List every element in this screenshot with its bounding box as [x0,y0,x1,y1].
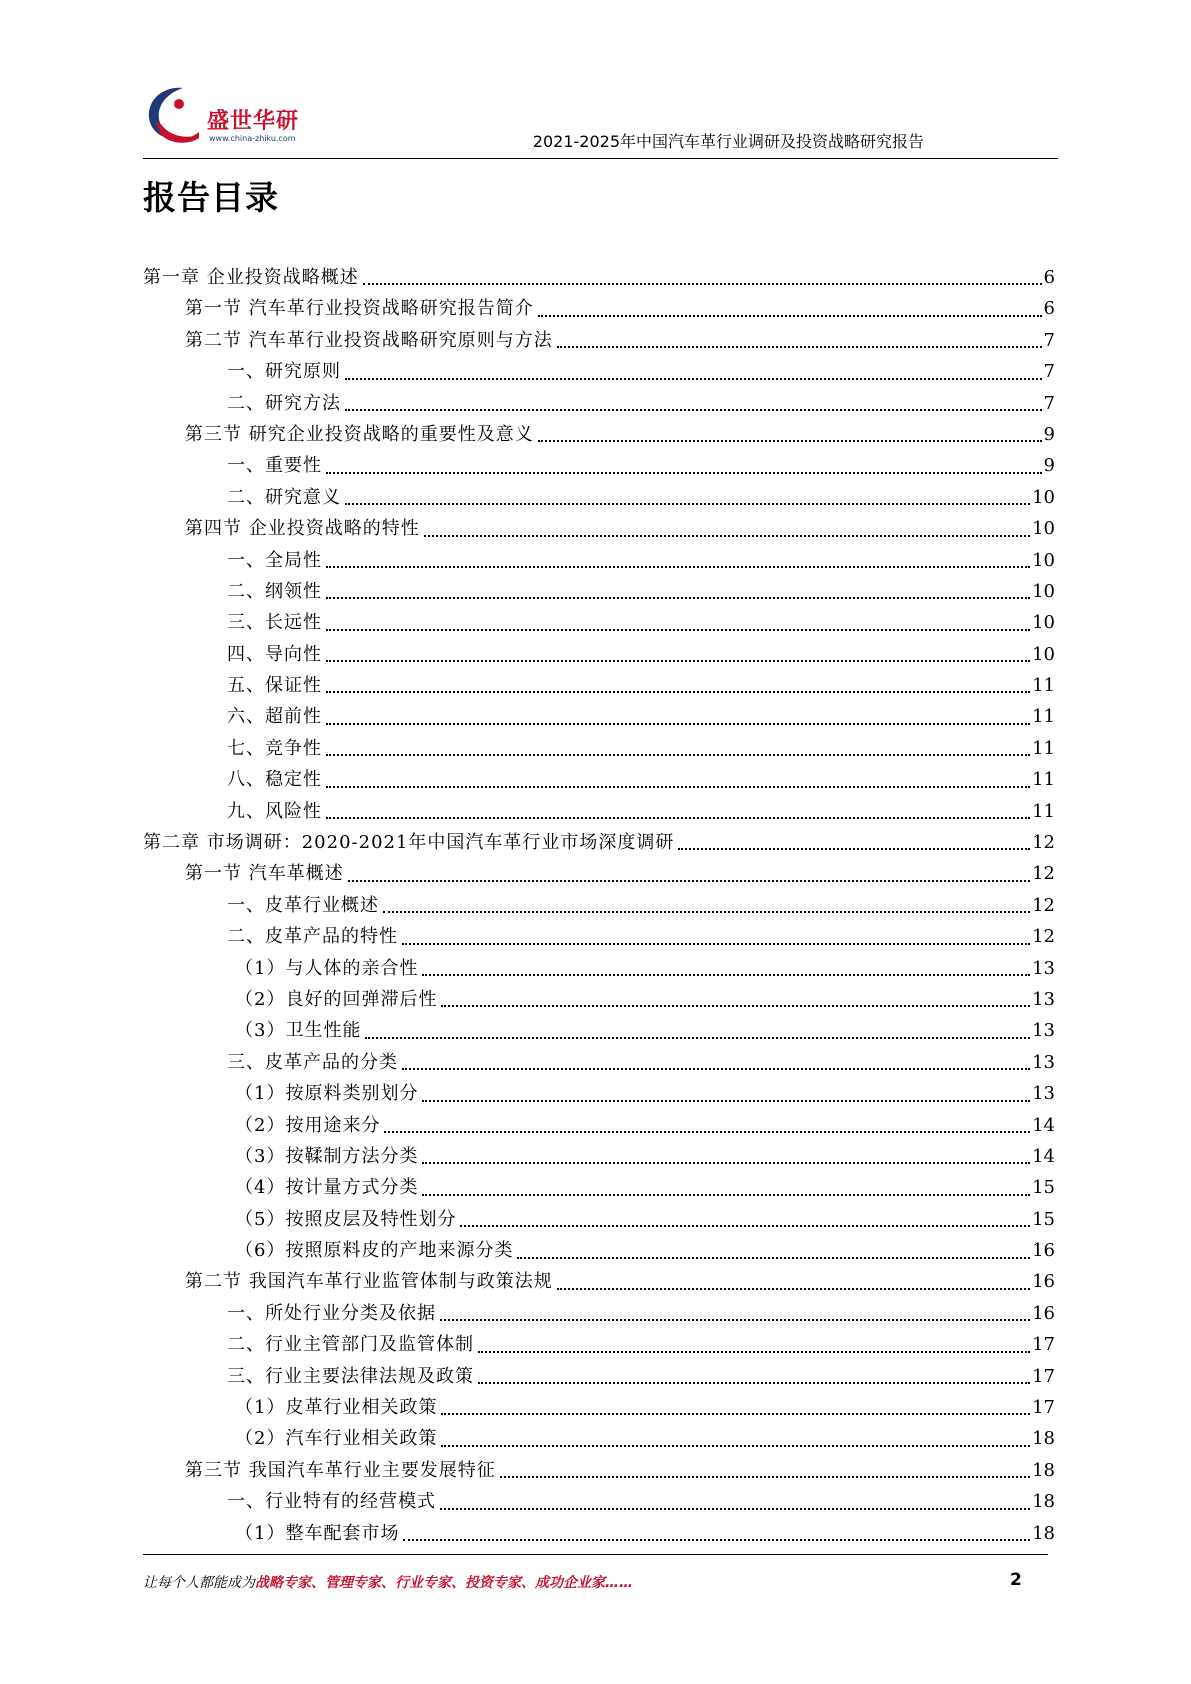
toc-leader-dots [348,880,1030,882]
toc-leader-dots [557,1288,1030,1290]
toc-entry[interactable] [143,796,1055,827]
table-of-contents [143,262,1055,1549]
toc-leader-dots [478,1382,1030,1384]
slogan-prefix: 让每个人都能成为 [143,1575,255,1591]
page-number: 2 [1010,1570,1022,1590]
toc-entry-title: （2）汽车行业相关政策 [235,1428,438,1450]
toc-entry-page: 18 [1032,1459,1055,1481]
toc-leader-dots [517,1257,1030,1259]
toc-leader-dots [422,974,1030,976]
toc-entry-title: 第四节 企业投资战略的特性 [185,518,420,540]
toc-entry[interactable] [143,733,1055,764]
toc-entry[interactable] [143,953,1055,984]
toc-entry-page: 13 [1032,957,1055,979]
toc-entry[interactable] [143,1361,1055,1392]
toc-leader-dots [363,283,1042,285]
toc-leader-dots [441,1445,1030,1447]
toc-entry[interactable] [143,388,1055,419]
toc-entry-title: （4）按计量方式分类 [235,1177,419,1199]
toc-entry-title: 二、纲领性 [227,580,322,602]
toc-entry-page: 18 [1032,1522,1055,1544]
toc-entry[interactable] [143,890,1055,921]
toc-entry-page: 16 [1032,1302,1055,1324]
toc-entry[interactable] [143,1455,1055,1486]
toc-entry-title: 二、研究意义 [227,486,341,508]
toc-entry[interactable] [143,921,1055,952]
toc-entry-page: 11 [1032,706,1055,728]
toc-entry-page: 11 [1032,737,1055,759]
toc-entry-page: 17 [1032,1365,1055,1387]
toc-leader-dots [441,1413,1030,1415]
toc-leader-dots [440,1319,1030,1321]
toc-entry-title: 一、所处行业分类及依据 [227,1302,436,1324]
toc-leader-dots [538,440,1042,442]
toc-leader-dots [422,1100,1030,1102]
logo-url: www.china-zhiku.com [209,134,296,143]
toc-leader-dots [422,1162,1030,1164]
toc-entry-title: 二、皮革产品的特性 [227,926,398,948]
toc-entry[interactable] [143,764,1055,795]
toc-entry[interactable] [143,607,1055,638]
toc-entry-title: 三、行业主要法律法规及政策 [227,1365,474,1387]
toc-entry-title: （6）按照原料皮的产地来源分类 [235,1240,514,1262]
logo-name: 盛世华研 [207,109,300,134]
toc-entry[interactable] [143,1423,1055,1454]
toc-entry[interactable] [143,1172,1055,1203]
toc-leader-dots [383,911,1030,913]
page-title: 报告目录 [143,178,279,217]
toc-entry-page: 11 [1032,800,1055,822]
toc-entry[interactable] [143,576,1055,607]
toc-entry[interactable] [143,1329,1055,1360]
toc-entry-page: 11 [1032,769,1055,791]
toc-entry-page: 13 [1032,1020,1055,1042]
toc-entry-page: 15 [1032,1177,1055,1199]
toc-entry-title: （1）整车配套市场 [235,1522,400,1544]
toc-entry[interactable] [143,545,1055,576]
toc-entry-title: （3）按鞣制方法分类 [235,1145,419,1167]
toc-entry[interactable] [143,1015,1055,1046]
toc-entry-page: 18 [1032,1428,1055,1450]
footer-slogan [143,1572,633,1592]
toc-entry-title: 七、竞争性 [227,737,322,759]
toc-entry-page: 10 [1032,518,1055,540]
toc-leader-dots [422,1194,1030,1196]
toc-entry-title: 一、重要性 [227,455,322,477]
toc-entry-title: 第一节 汽车革行业投资战略研究报告简介 [185,298,534,320]
toc-entry-title: 第三节 研究企业投资战略的重要性及意义 [185,423,534,445]
toc-entry[interactable] [143,482,1055,513]
toc-leader-dots [345,503,1030,505]
toc-entry[interactable] [143,639,1055,670]
toc-entry-page: 17 [1032,1334,1055,1356]
toc-leader-dots [345,409,1042,411]
toc-leader-dots [326,754,1030,756]
toc-entry[interactable] [143,1518,1055,1549]
toc-entry-page: 14 [1032,1114,1055,1136]
toc-entry-page: 12 [1032,863,1055,885]
toc-entry[interactable] [143,984,1055,1015]
toc-leader-dots [440,1508,1030,1510]
toc-entry[interactable] [143,1204,1055,1235]
toc-entry-page: 10 [1032,612,1055,634]
toc-entry-title: 第二章 市场调研：2020-2021年中国汽车革行业市场深度调研 [143,832,675,854]
toc-entry-page: 10 [1032,580,1055,602]
toc-entry[interactable] [143,1298,1055,1329]
toc-entry-title: 八、稳定性 [227,769,322,791]
toc-entry[interactable] [143,701,1055,732]
toc-entry-page: 9 [1043,455,1055,477]
toc-leader-dots [326,786,1030,788]
toc-entry-title: 三、长远性 [227,612,322,634]
footer-divider [143,1554,1048,1555]
toc-entry-page: 6 [1043,266,1055,288]
toc-leader-dots [557,346,1042,348]
toc-entry-title: 二、行业主管部门及监管体制 [227,1334,474,1356]
toc-entry-page: 12 [1032,926,1055,948]
toc-entry-page: 13 [1032,988,1055,1010]
toc-entry-page: 11 [1032,675,1055,697]
toc-entry-page: 14 [1032,1145,1055,1167]
toc-entry-title: 第一章 企业投资战略概述 [143,266,359,288]
toc-leader-dots [500,1476,1030,1478]
toc-leader-dots [678,848,1030,850]
toc-leader-dots [365,1037,1030,1039]
toc-entry-title: 四、导向性 [227,643,322,665]
toc-entry-page: 10 [1032,643,1055,665]
toc-entry-title: （5）按照皮层及特性划分 [235,1208,457,1230]
toc-entry-page: 7 [1043,361,1055,383]
report-title: 2021-2025年中国汽车革行业调研及投资战略研究报告 [532,132,924,151]
toc-entry[interactable] [143,858,1055,889]
toc-leader-dots [326,472,1042,474]
toc-entry-title: 第三节 我国汽车革行业主要发展特征 [185,1459,496,1481]
logo-emblem-icon [143,82,209,150]
toc-entry[interactable] [143,325,1055,356]
toc-entry-title: 五、保证性 [227,675,322,697]
toc-leader-dots [538,315,1042,317]
toc-entry[interactable] [143,670,1055,701]
toc-entry-title: 九、风险性 [227,800,322,822]
toc-entry[interactable] [143,1078,1055,1109]
toc-entry-title: 一、皮革行业概述 [227,894,379,916]
toc-entry-page: 7 [1043,329,1055,351]
toc-entry[interactable] [143,1141,1055,1172]
toc-entry-title: （3）卫生性能 [235,1020,362,1042]
toc-leader-dots [345,378,1042,380]
toc-leader-dots [326,817,1030,819]
toc-entry-page: 12 [1032,832,1055,854]
toc-entry-title: 第二节 汽车革行业投资战略研究原则与方法 [185,329,553,351]
toc-entry-title: 一、全局性 [227,549,322,571]
toc-entry-page: 15 [1032,1208,1055,1230]
toc-entry[interactable] [143,1110,1055,1141]
toc-entry-title: 一、研究原则 [227,361,341,383]
toc-leader-dots [326,691,1030,693]
toc-entry[interactable] [143,1392,1055,1423]
toc-leader-dots [460,1225,1030,1227]
toc-entry-title: 第二节 我国汽车革行业监管体制与政策法规 [185,1271,553,1293]
toc-entry-page: 7 [1043,392,1055,414]
toc-entry[interactable] [143,356,1055,387]
toc-entry[interactable] [143,513,1055,544]
toc-leader-dots [326,629,1030,631]
toc-entry[interactable] [143,1047,1055,1078]
slogan-highlight: 战略专家、管理专家、行业专家、投资专家、成功企业家…… [255,1575,633,1591]
toc-leader-dots [402,943,1030,945]
company-logo [143,82,313,150]
toc-entry-page: 18 [1032,1491,1055,1513]
toc-entry-page: 16 [1032,1240,1055,1262]
toc-entry[interactable] [143,293,1055,324]
toc-leader-dots [384,1131,1030,1133]
toc-entry-page: 13 [1032,1083,1055,1105]
toc-entry[interactable] [143,1267,1055,1298]
toc-leader-dots [424,535,1030,537]
toc-leader-dots [326,723,1030,725]
toc-leader-dots [326,597,1030,599]
toc-leader-dots [402,1068,1030,1070]
toc-leader-dots [326,660,1030,662]
page-header [143,80,1058,159]
toc-entry-page: 10 [1032,486,1055,508]
toc-entry-page: 17 [1032,1397,1055,1419]
toc-entry-title: （1）与人体的亲合性 [235,957,419,979]
toc-entry-title: （1）按原料类别划分 [235,1083,419,1105]
toc-entry-title: （1）皮革行业相关政策 [235,1397,438,1419]
toc-entry[interactable] [143,450,1055,481]
toc-entry-title: （2）按用途来分 [235,1114,381,1136]
toc-entry[interactable] [143,827,1055,858]
toc-entry-page: 6 [1043,298,1055,320]
toc-entry-page: 16 [1032,1271,1055,1293]
toc-entry-page: 13 [1032,1051,1055,1073]
toc-entry[interactable] [143,262,1055,293]
toc-leader-dots [403,1539,1030,1541]
toc-entry-page: 10 [1032,549,1055,571]
toc-entry-page: 12 [1032,894,1055,916]
toc-leader-dots [441,1005,1030,1007]
toc-entry-title: 六、超前性 [227,706,322,728]
toc-leader-dots [326,566,1030,568]
toc-entry-title: （2）良好的回弹滞后性 [235,988,438,1010]
toc-entry-title: 一、行业特有的经营模式 [227,1491,436,1513]
toc-entry-title: 三、皮革产品的分类 [227,1051,398,1073]
toc-leader-dots [478,1351,1030,1353]
toc-entry[interactable] [143,1235,1055,1266]
toc-entry-title: 二、研究方法 [227,392,341,414]
toc-entry-page: 9 [1043,423,1055,445]
toc-entry[interactable] [143,419,1055,450]
toc-entry-title: 第一节 汽车革概述 [185,863,344,885]
toc-entry[interactable] [143,1486,1055,1517]
